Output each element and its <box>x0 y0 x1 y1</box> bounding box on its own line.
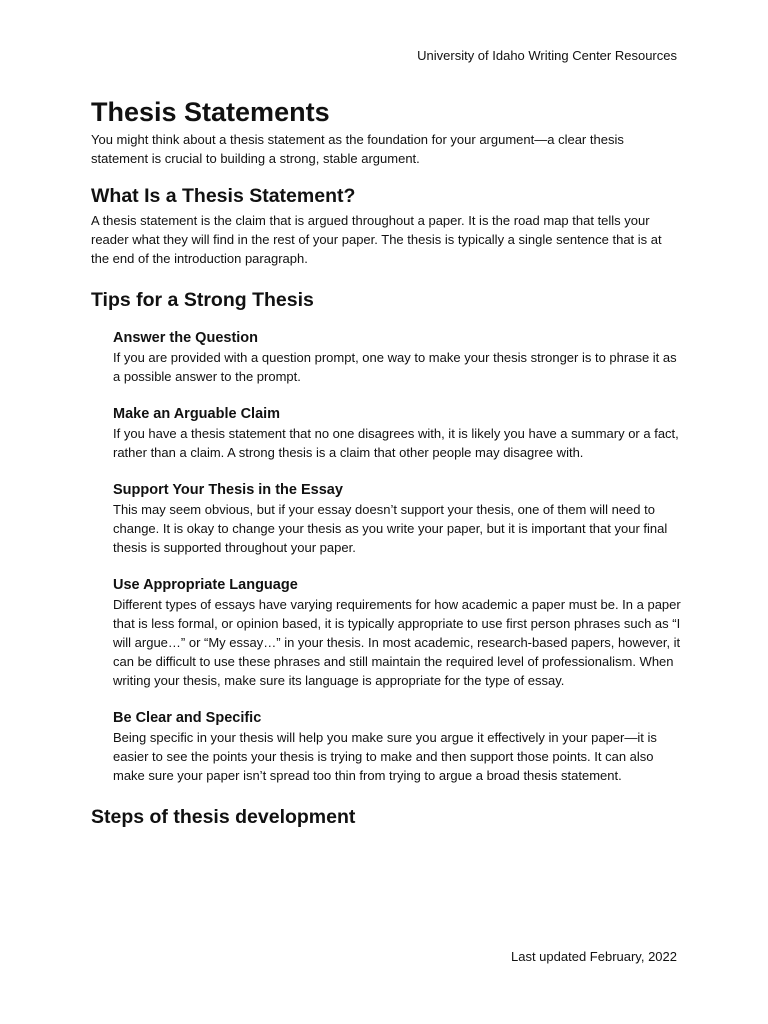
tips-list <box>91 328 681 785</box>
tip-heading: Make an Arguable Claim <box>113 406 281 422</box>
tip-clear-specific <box>113 708 681 785</box>
page-header: University of Idaho Writing Center Resources <box>417 48 677 63</box>
page-footer: Last updated February, 2022 <box>511 949 677 964</box>
tip-support-thesis <box>113 480 681 557</box>
tips-heading: Tips for a Strong Thesis <box>91 289 314 311</box>
tip-heading: Be Clear and Specific <box>113 710 262 726</box>
document-title: Thesis Statements <box>91 97 330 127</box>
tip-body: Being specific in your thesis will help you make sure you argue it effectively in your paper—it is easier to see the points your thesis is trying to make and then support those points. It can also make sure your paper isn’t spread too thin from trying to argue a broad thesis statement. <box>113 730 657 783</box>
tip-body: This may seem obvious, but if your essay doesn’t support your thesis, one of them will need to change. It is okay to change your thesis as you write your paper, but it is important that your final thesis is supported throughout your paper. <box>113 502 668 555</box>
steps-heading: Steps of thesis development <box>91 806 356 828</box>
tip-heading: Answer the Question <box>113 330 259 346</box>
document-body <box>91 96 681 830</box>
tip-body: Different types of essays have varying requirements for how academic a paper must be. In a paper that is less formal, or opinion based, it is typically appropriate to use first person phrases such as “I will argue…” or “My essay…” in your thesis. In most academic, research-based papers, however, it can be difficult to use these phrases and still maintain the required level of professionalism. When writing your thesis, make sure its language is appropriate for the type of essay. <box>113 597 681 688</box>
tip-arguable-claim <box>113 404 681 462</box>
tip-heading: Use Appropriate Language <box>113 577 298 593</box>
tip-appropriate-language <box>113 575 681 690</box>
tip-heading: Support Your Thesis in the Essay <box>113 482 343 498</box>
what-is-paragraph: A thesis statement is the claim that is argued throughout a paper. It is the road map that tells your reader what they will find in the rest of your paper. The thesis is typically a single sentence that is at the end of the introduction paragraph. <box>91 213 662 266</box>
tip-answer-question <box>113 328 681 386</box>
what-is-heading: What Is a Thesis Statement? <box>91 185 356 207</box>
intro-paragraph: You might think about a thesis statement as the foundation for your argument—a clear thesis statement is crucial to building a strong, stable argument. <box>91 132 624 166</box>
tip-body: If you are provided with a question prompt, one way to make your thesis stronger is to phrase it as a possible answer to the prompt. <box>113 350 677 384</box>
tip-body: If you have a thesis statement that no one disagrees with, it is likely you have a summary or a fact, rather than a claim. A strong thesis is a claim that other people may disagree with. <box>113 426 679 460</box>
